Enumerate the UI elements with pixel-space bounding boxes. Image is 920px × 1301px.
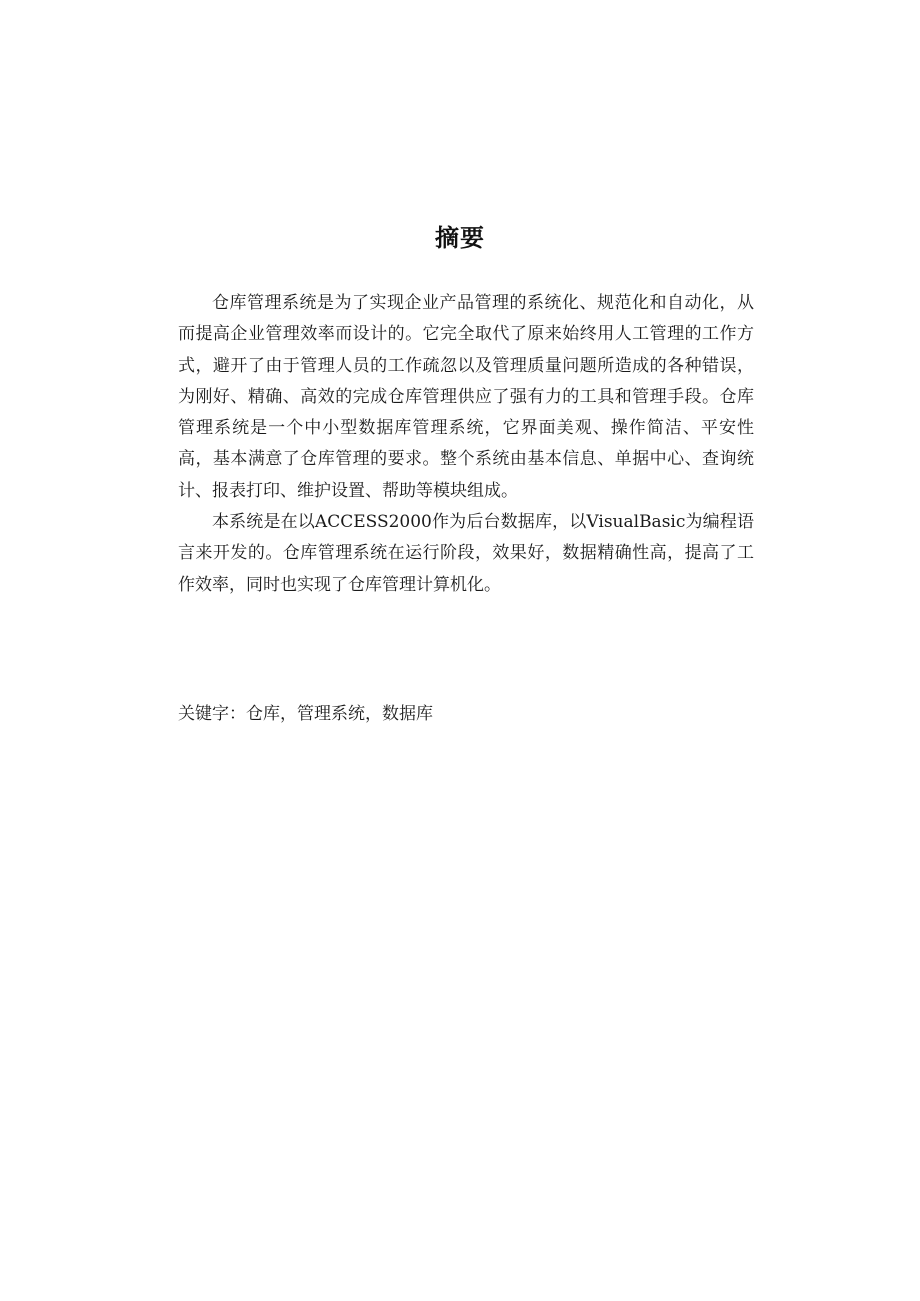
keywords-line: 关键字：仓库，管理系统，数据库 xyxy=(178,704,433,724)
abstract-body xyxy=(178,288,754,601)
abstract-title: 摘要 xyxy=(435,224,485,252)
abstract-paragraph-1: 仓库管理系统是为了实现企业产品管理的系统化、规范化和自动化，从而提高企业管理效率而设计的。它完全取代了原来始终用人工管理的工作方式，避开了由于管理人员的工作疏忽以及管理质量问题所造成的各种错误，为刚好、精确、高效的完成仓库管理供应了强有力的工具和管理手段。仓库管理系统是一个中小型数据库管理系统，它界面美观、操作简洁、平安性高，基本满意了仓库管理的要求。整个系统由基本信息、单据中心、查询统计、报表打印、维护设置、帮助等模块组成。 xyxy=(178,293,754,501)
abstract-paragraph-2: 本系统是在以ACCESS2000作为后台数据库，以VisualBasic为编程语言来开发的。仓库管理系统在运行阶段，效果好，数据精确性高，提高了工作效率，同时也实现了仓库管理计算机化。 xyxy=(178,512,754,595)
